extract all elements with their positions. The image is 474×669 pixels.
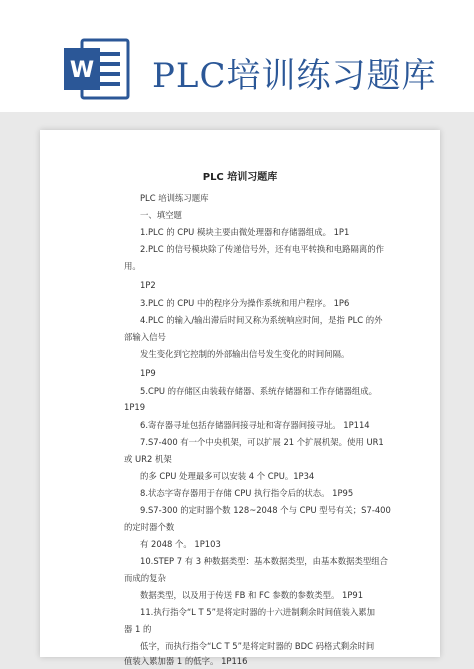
text-line: 3.PLC 的 CPU 中的程序分为操作系统和用户程序。 1P6: [140, 298, 350, 308]
text-line: 1P19: [124, 402, 146, 412]
text-line: 有 2048 个。 1P103: [140, 539, 221, 549]
section-heading: 一、填空题: [140, 210, 182, 220]
header-banner: [0, 0, 474, 112]
text-line: 的多 CPU 处理最多可以安装 4 个 CPU。1P34: [140, 471, 315, 481]
text-line: 9.S7-300 的定时器个数 128~2048 个与 CPU 型号有关；S7-400: [140, 505, 391, 515]
text-line: 1.PLC 的 CPU 模块主要由微处理器和存储器组成。 1P1: [140, 227, 350, 237]
text-line: 低字，而执行指令“LC T 5”是将定时器的 BDC 码格式剩余时间: [140, 641, 375, 651]
text-line: 4.PLC 的输入/输出滞后时间又称为系统响应时间，是指 PLC 的外: [140, 315, 383, 325]
text-line: 部输入信号: [124, 332, 166, 342]
text-line: 而成的复杂: [124, 573, 166, 583]
svg-text:W: W: [69, 58, 95, 83]
document-page: [40, 130, 440, 666]
text-line: 1P2: [140, 280, 156, 290]
text-line: 发生变化到它控制的外部输出信号发生变化的时间间隔。: [140, 349, 350, 359]
text-line: 用。: [124, 261, 141, 271]
text-line: 8.状态字寄存器用于存储 CPU 执行指令后的状态。 1P95: [140, 488, 354, 498]
text-line: 10.STEP 7 有 3 种数据类型：基本数据类型，由基本数据类型组合: [140, 556, 389, 566]
text-line: 或 UR2 机架: [124, 454, 172, 464]
text-line: 数据类型，以及用于传送 FB 和 FC 参数的参数类型。 1P91: [140, 590, 364, 600]
text-line: 器 1 的: [124, 624, 152, 634]
page-title: PLC培训练习题库: [152, 56, 437, 96]
page-heading: PLC 培训习题库: [202, 172, 278, 183]
text-line: 值装入累加器 1 的低字。 1P116: [124, 656, 248, 666]
text-line: PLC 培训练习题库: [140, 193, 209, 203]
text-line: 5.CPU 的存储区由装载存储器、系统存储器和工作存储器组成。: [140, 386, 378, 396]
text-line: 2.PLC 的信号模块除了传递信号外，还有电平转换和电路隔离的作: [140, 244, 384, 254]
text-line: 的定时器个数: [124, 522, 175, 532]
text-line: 6.寄存器寻址包括存储器间接寻址和寄存器间接寻址。 1P114: [140, 420, 370, 430]
word-doc-icon: [62, 38, 130, 100]
text-line: 1P9: [140, 368, 156, 378]
text-line: 11.执行指令“L T 5”是将定时器的十六进制剩余时间值装入累加: [140, 607, 376, 617]
text-line: 7.S7-400 有一个中央机架，可以扩展 21 个扩展机架。使用 UR1: [140, 437, 384, 447]
